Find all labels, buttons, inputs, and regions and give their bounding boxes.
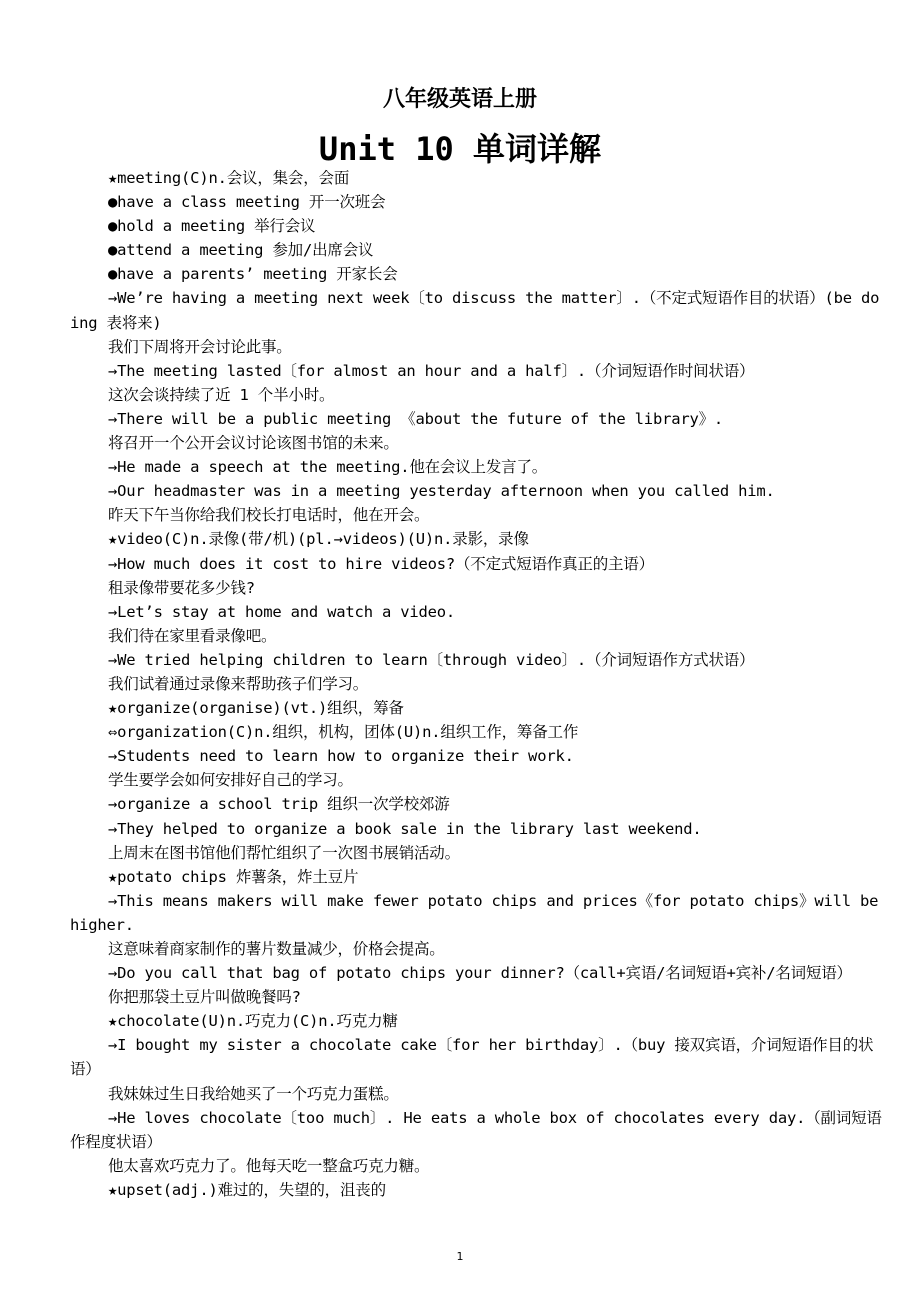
text-line: 这意味着商家制作的薯片数量减少，价格会提高。 bbox=[108, 940, 445, 958]
text-line: →He loves chocolate〔too much〕. He eats a whole box of chocolates every day.（副词短语作程度状语） bbox=[70, 1108, 882, 1151]
text-line: →How much does it cost to hire videos?（不定式短语作真正的主语） bbox=[108, 554, 654, 573]
text-line: 我们试着通过录像来帮助孩子们学习。 bbox=[108, 674, 369, 693]
text-line: ●have a parents’ meeting 开家长会 bbox=[108, 265, 398, 284]
grade-title: 八年级英语上册 bbox=[382, 87, 537, 112]
text-line: 昨天下午当你给我们校长打电话时，他在开会。 bbox=[108, 506, 430, 525]
text-line: ●attend a meeting 参加/出席会议 bbox=[108, 241, 374, 260]
text-line: →Let’s stay at home and watch a video. bbox=[108, 602, 456, 621]
text-line: →Our headmaster was in a meeting yesterday afternoon when you called him. bbox=[108, 482, 775, 501]
unit-title: Unit 10 单词详解 bbox=[318, 130, 602, 168]
text-line: →This means makers will make fewer potato chips and prices《for potato chips》will be higher. bbox=[70, 891, 879, 934]
text-line: ★potato chips 炸薯条，炸土豆片 bbox=[108, 867, 359, 886]
text-line: 我们待在家里看录像吧。 bbox=[108, 626, 277, 645]
text-line: 我妹妹过生日我给她买了一个巧克力蛋糕。 bbox=[108, 1084, 399, 1103]
text-line: →There will be a public meeting 《about the future of the library》. bbox=[108, 409, 724, 428]
text-line: →The meeting lasted〔for almost an hour and a half〕.（介词短语作时间状语） bbox=[108, 361, 755, 380]
text-line: ⇔organization(C)n.组织，机构，团体(U)n.组织工作，筹备工作 bbox=[108, 723, 579, 742]
text-line: →organize a school trip 组织一次学校郊游 bbox=[108, 795, 450, 814]
text-line: 租录像带要花多少钱? bbox=[108, 578, 255, 597]
text-line: →They helped to organize a book sale in the library last weekend. bbox=[108, 819, 702, 838]
text-line: ●hold a meeting 举行会议 bbox=[108, 217, 316, 236]
text-line: 我们下周将开会讨论此事。 bbox=[108, 337, 292, 356]
text-line: →Do you call that bag of potato chips your dinner?（call+宾语/名词短语+宾补/名词短语） bbox=[108, 964, 852, 983]
text-line: ★video(C)n.录像(带/机)(pl.→videos)(U)n.录影，录像 bbox=[108, 530, 529, 549]
text-line: ●have a class meeting 开一次班会 bbox=[108, 193, 386, 212]
text-line: 他太喜欢巧克力了。他每天吃一整盒巧克力糖。 bbox=[108, 1156, 430, 1175]
text-line: ★organize(organise)(vt.)组织，筹备 bbox=[108, 699, 404, 718]
text-line: 这次会谈持续了近 1 个半小时。 bbox=[108, 385, 335, 404]
text-line: 学生要学会如何安排好自己的学习。 bbox=[108, 771, 353, 790]
text-line: ★upset(adj.)难过的，失望的，沮丧的 bbox=[108, 1180, 386, 1199]
page-number: 1 bbox=[456, 1250, 464, 1263]
text-line: 将召开一个公开会议讨论该图书馆的未来。 bbox=[108, 434, 399, 453]
text-line: →We’re having a meeting next week〔to discuss the matter〕.（不定式短语作目的状语）(be doing 表将来) bbox=[70, 289, 880, 332]
document-body bbox=[70, 166, 882, 1202]
text-line: 上周末在图书馆他们帮忙组织了一次图书展销活动。 bbox=[108, 843, 460, 862]
text-line: →He made a speech at the meeting.他在会议上发言了。 bbox=[108, 458, 548, 477]
text-line: ★meeting(C)n.会议，集会，会面 bbox=[108, 169, 350, 187]
text-line: 你把那袋土豆片叫做晚餐吗? bbox=[108, 988, 301, 1007]
text-line: ★chocolate(U)n.巧克力(C)n.巧克力糖 bbox=[108, 1012, 398, 1031]
text-line: →I bought my sister a chocolate cake〔for her birthday〕.（buy 接双宾语，介词短语作目的状语） bbox=[70, 1036, 874, 1079]
text-line: →We tried helping children to learn〔through video〕.（介词短语作方式状语） bbox=[108, 650, 755, 669]
text-line: →Students need to learn how to organize their work. bbox=[108, 747, 574, 766]
